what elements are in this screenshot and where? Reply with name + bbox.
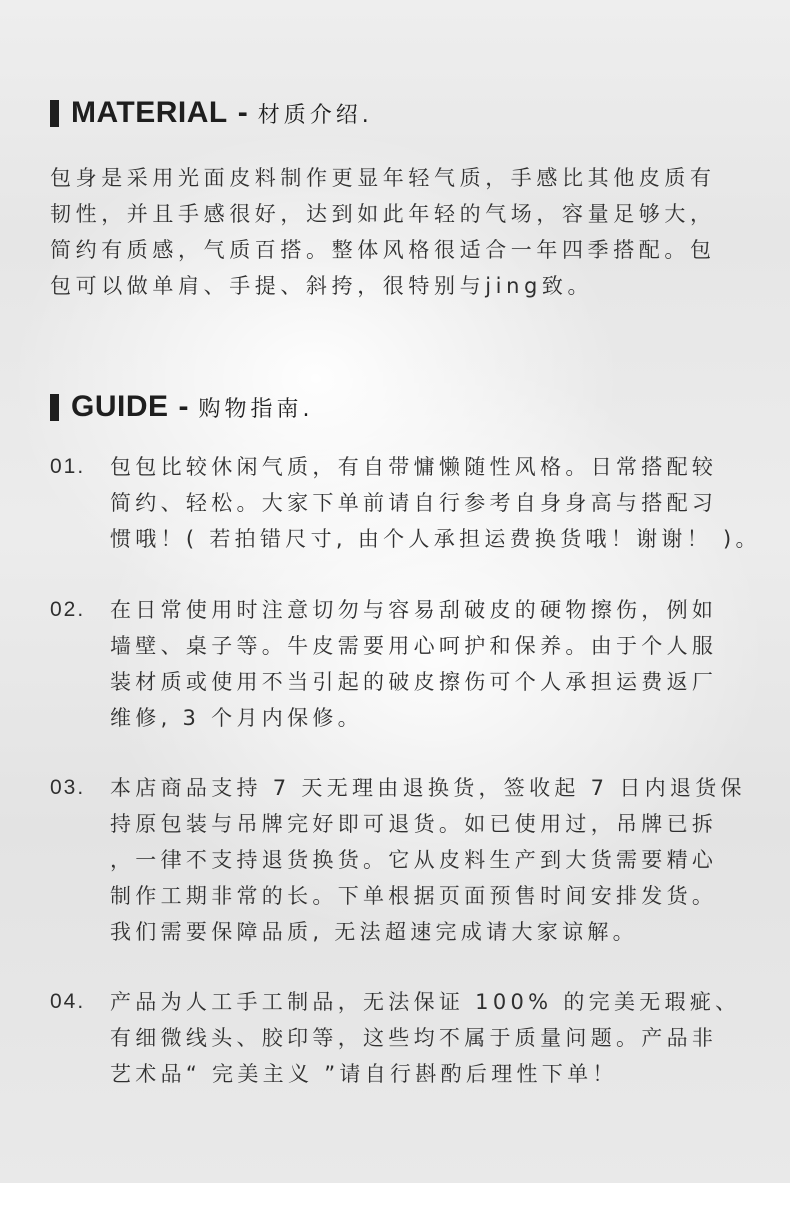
guide-line: 墙壁、桌子等。牛皮需要用心呵护和保养。由于个人服 [110, 634, 718, 658]
material-line: 包可以做单肩、手提、斜挎，很特别与jing致。 [50, 274, 594, 298]
guide-item-number: 02. [50, 598, 86, 621]
material-title-separator: - [237, 96, 248, 129]
guide-title-en: GUIDE [71, 390, 169, 423]
guide-item-text [110, 984, 750, 1092]
guide-line: 维修, 3 个月内保修。 [110, 706, 363, 730]
material-line: 韧性，并且手感很好，达到如此年轻的气场，容量足够大， [50, 202, 716, 226]
material-description [50, 160, 750, 304]
guide-line: 制作工期非常的长。下单根据页面预售时间安排发货。 [110, 884, 718, 908]
guide-line: 包包比较休闲气质，有自带慵懒随性风格。日常搭配较 [110, 455, 718, 479]
guide-line: 简约、轻松。大家下单前请自行参考自身身高与搭配习 [110, 491, 718, 515]
heading-bar-icon [50, 394, 59, 421]
material-heading [50, 96, 373, 130]
guide-line: 持原包装与吊牌完好即可退货。如已使用过，吊牌已拆 [110, 812, 718, 836]
guide-line: 在日常使用时注意切勿与容易刮破皮的硬物擦伤，例如 [110, 598, 718, 622]
guide-item-text [110, 770, 750, 950]
material-line: 包身是采用光面皮料制作更显年轻气质，手感比其他皮质有 [50, 166, 716, 190]
guide-item-number: 04. [50, 990, 86, 1013]
guide-line: 产品为人工手工制品，无法保证 100% 的完美无瑕疵、 [110, 990, 741, 1014]
guide-item-text [110, 449, 761, 557]
guide-line: 我们需要保障品质, 无法超速完成请大家谅解。 [110, 920, 638, 944]
guide-line: ，一律不支持退货换货。它从皮料生产到大货需要精心 [110, 848, 718, 872]
guide-item-number: 03. [50, 776, 86, 799]
material-title-cn: 材质介绍. [257, 102, 373, 128]
guide-line: 本店商品支持 7 天无理由退换货，签收起 7 日内退货保 [110, 776, 746, 800]
guide-item-text [110, 592, 750, 736]
heading-bar-icon [50, 100, 59, 127]
material-line: 简约有质感，气质百搭。整体风格很适合一年四季搭配。包 [50, 238, 716, 262]
guide-line: 艺术品“ 完美主义 ”请自行斟酌后理性下单！ [110, 1062, 618, 1086]
guide-title-cn: 购物指南. [198, 396, 314, 422]
guide-heading [50, 390, 314, 424]
guide-title-separator: - [178, 390, 189, 423]
guide-line: 有细微线头、胶印等，这些均不属于质量问题。产品非 [110, 1026, 718, 1050]
guide-line: 装材质或使用不当引起的破皮擦伤可个人承担运费返厂 [110, 670, 718, 694]
material-title-en: MATERIAL [71, 96, 228, 129]
guide-line: 惯哦！( 若拍错尺寸, 由个人承担运费换货哦！谢谢！ )。 [110, 527, 761, 551]
guide-item-number: 01. [50, 455, 86, 478]
